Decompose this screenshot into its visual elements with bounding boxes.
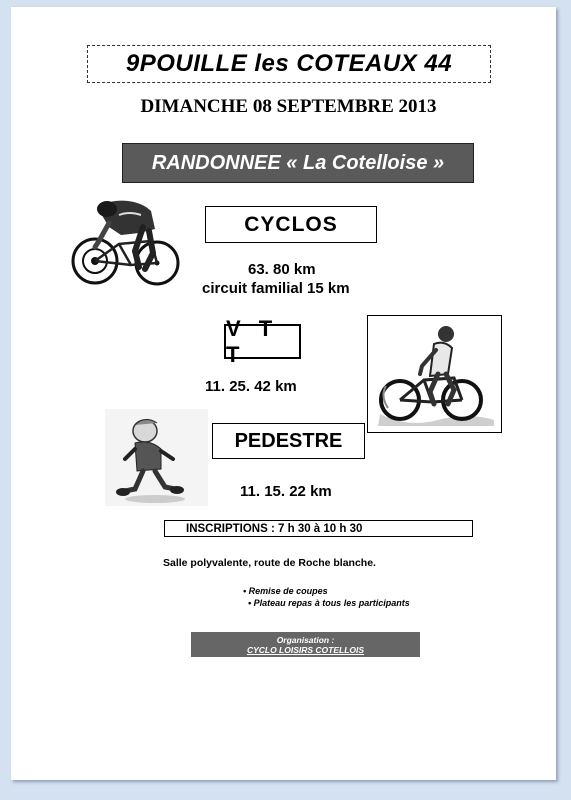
randonnee-banner: RANDONNEE « La Cotelloise » bbox=[122, 143, 474, 183]
walker-cartoon-icon bbox=[105, 409, 208, 506]
event-date: DIMANCHE 08 SEPTEMBRE 2013 bbox=[140, 96, 437, 117]
mountain-biker-icon bbox=[367, 315, 502, 433]
bullet-item: • Remise de coupes bbox=[243, 586, 328, 596]
inscriptions-box: INSCRIPTIONS : 7 h 30 à 10 h 30 bbox=[164, 520, 473, 537]
cyclos-family-circuit: circuit familial 15 km bbox=[202, 280, 350, 297]
vtt-distances: 11. 25. 42 km bbox=[205, 378, 297, 395]
cyclos-distances: 63. 80 km bbox=[248, 261, 316, 278]
vtt-label: V T T bbox=[224, 324, 301, 359]
cyclos-label: CYCLOS bbox=[205, 206, 377, 243]
organisation-label: Organisation : bbox=[276, 634, 335, 645]
pedestre-distances: 11. 15. 22 km bbox=[240, 483, 332, 500]
document-page bbox=[11, 7, 556, 780]
venue-text: Salle polyvalente, route de Roche blanche. bbox=[163, 557, 376, 569]
organisation-name: CYCLO LOISIRS COTELLOIS bbox=[246, 644, 365, 655]
bullet-text: Remise de coupes bbox=[248, 586, 328, 596]
bullet-text: Plateau repas à tous les participants bbox=[253, 598, 410, 608]
event-title: 9POUILLE les COTEAUX 44 bbox=[87, 45, 491, 83]
road-cyclist-icon bbox=[69, 189, 187, 291]
bullet-item: • Plateau repas à tous les participants bbox=[248, 598, 410, 608]
pedestre-label: PEDESTRE bbox=[212, 423, 365, 459]
organisation-banner bbox=[191, 632, 420, 657]
